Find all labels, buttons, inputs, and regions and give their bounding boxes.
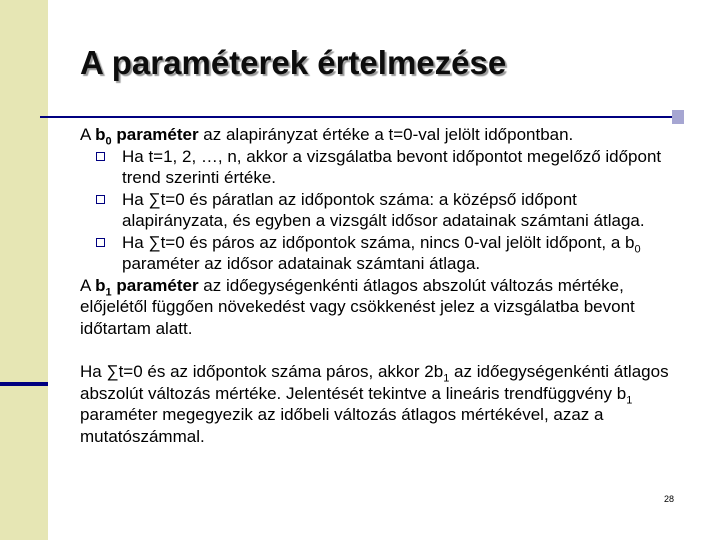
title-underline-accent [672, 110, 684, 124]
paragraph-b1: A $b_1$ paraméter az időegységenkénti átlagos abszolút változás mértéke, előjelétől függően növekedést vagy csökkenést jelez a vizsgálatba bevont időtartam alatt. [80, 275, 635, 338]
page-number: 28 [664, 494, 675, 504]
slide-content [80, 124, 680, 447]
title-underline [40, 116, 684, 118]
paragraph-b0: A $b_0$ paraméter az alapirányzat értéke a t=0-val jelölt időpontban. [80, 125, 574, 148]
square-bullet-icon [96, 152, 105, 161]
square-bullet-icon [96, 238, 105, 247]
list-item: Ha ∑t=0 és páratlan az időpontok száma: a középső időpont alapirányzata, és egyben a vizsgált idősor adatainak számtani átlaga. [122, 189, 680, 232]
b0-term: $b_0$ paraméter [95, 125, 199, 148]
slide-title: A paraméterek értelmezése [80, 44, 507, 81]
left-decor-band [0, 0, 48, 540]
paragraph-2b1: Ha ∑t=0 és az időpontok száma páros, akkor $2b_1$ az időegységenkénti átlagos abszolút változás mértéke. Jelentését tekintve a lineáris trendfüggvény $b_1$ paraméter megegyezik az időbeli változás átlagos mértékével, azaz a mutatószámmal. [80, 362, 669, 446]
list-item: Ha t=1, 2, …, n, akkor a vizsgálatba bevont időpontot megelőző időpont trend szerinti értéke. [122, 146, 680, 189]
list-item: Ha ∑t=0 és páros az időpontok száma, nincs 0-val jelölt időpont, a $b_0$ paraméter az idősor adatainak számtani átlaga. [122, 232, 680, 275]
b1-term: $b_1$ paraméter [95, 275, 199, 298]
square-bullet-icon [96, 195, 105, 204]
left-decor-bar [0, 382, 48, 386]
